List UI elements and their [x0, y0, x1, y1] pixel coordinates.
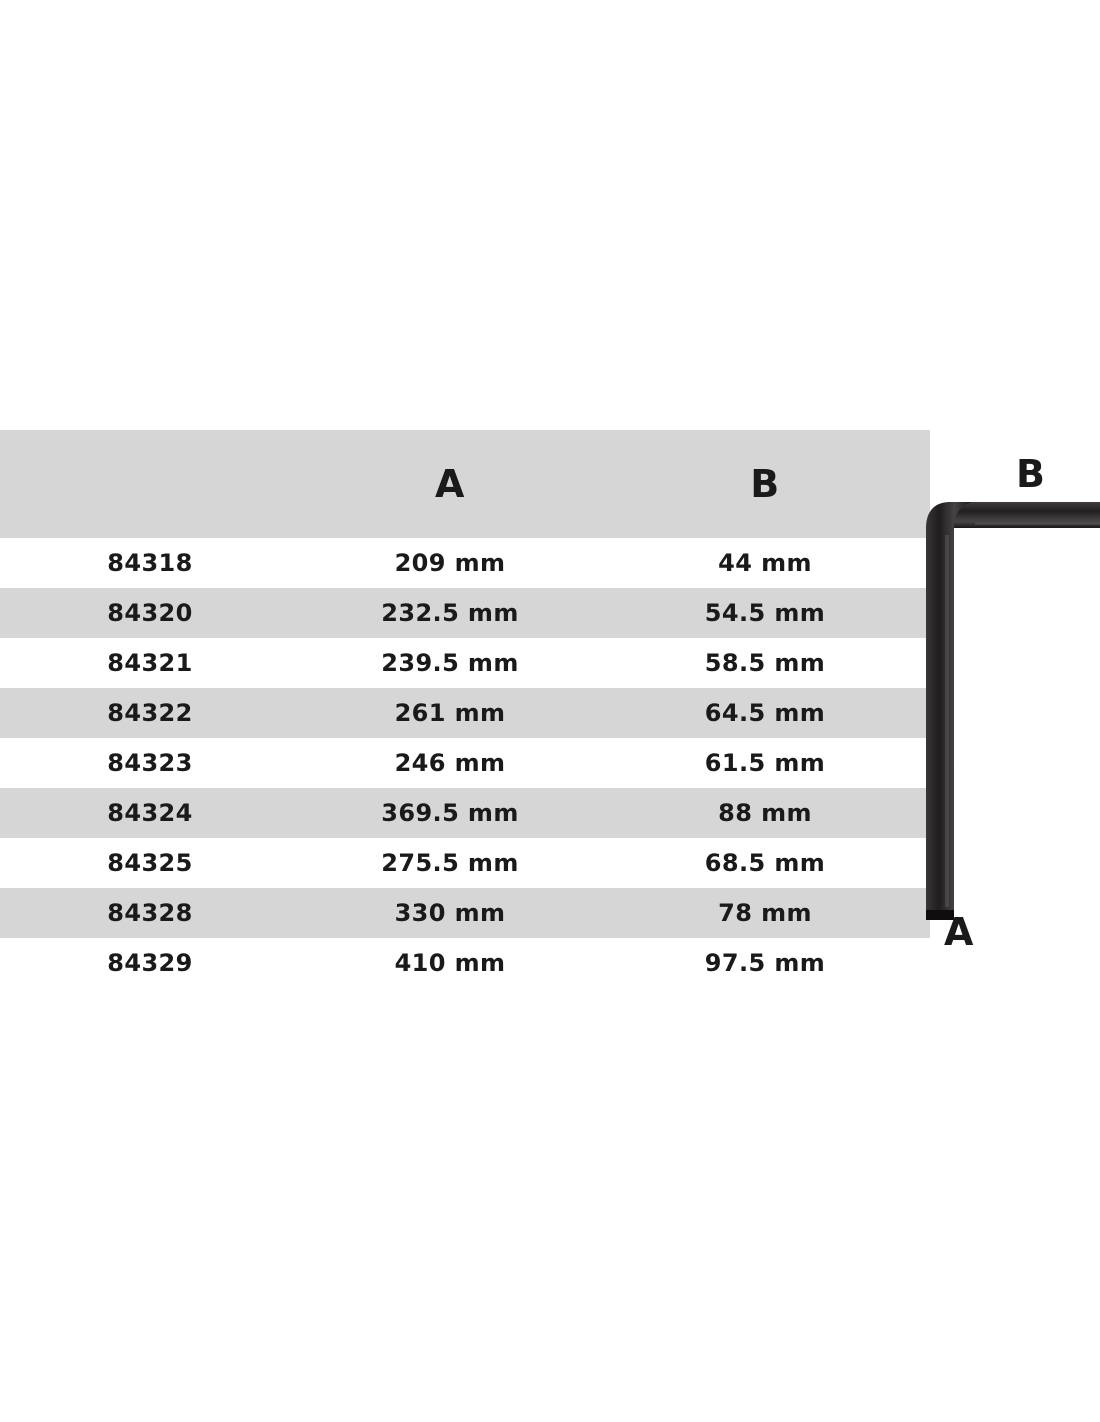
cell-a: 275.5 mm [300, 838, 600, 888]
table-header-row [0, 430, 930, 538]
cell-b: 78 mm [600, 888, 930, 938]
cell-a: 246 mm [300, 738, 600, 788]
cell-a: 232.5 mm [300, 588, 600, 638]
hex-key-icon [920, 440, 1100, 980]
cell-a: 410 mm [300, 938, 600, 988]
cell-b: 88 mm [600, 788, 930, 838]
cell-code: 84321 [0, 638, 300, 688]
cell-a: 209 mm [300, 538, 600, 588]
cell-code: 84322 [0, 688, 300, 738]
cell-b: 97.5 mm [600, 938, 930, 988]
table [0, 430, 930, 988]
cell-a: 239.5 mm [300, 638, 600, 688]
column-header-a: A [300, 430, 600, 538]
label-a: A [944, 910, 974, 954]
table-row [0, 738, 930, 788]
cell-b: 58.5 mm [600, 638, 930, 688]
cell-code: 84325 [0, 838, 300, 888]
cell-b: 54.5 mm [600, 588, 930, 638]
cell-code: 84318 [0, 538, 300, 588]
cell-code: 84320 [0, 588, 300, 638]
table-row [0, 638, 930, 688]
table-header [0, 430, 930, 538]
cell-a: 369.5 mm [300, 788, 600, 838]
cell-code: 84328 [0, 888, 300, 938]
specification-table [0, 430, 930, 988]
cell-code: 84324 [0, 788, 300, 838]
table-row [0, 888, 930, 938]
label-b: B [1016, 452, 1045, 496]
cell-code: 84323 [0, 738, 300, 788]
table-row [0, 538, 930, 588]
column-header-b: B [600, 430, 930, 538]
table-row [0, 938, 930, 988]
table-row [0, 838, 930, 888]
cell-code: 84329 [0, 938, 300, 988]
cell-a: 330 mm [300, 888, 600, 938]
column-header-code [0, 430, 300, 538]
table-body [0, 538, 930, 988]
cell-b: 61.5 mm [600, 738, 930, 788]
hex-key-illustration [920, 440, 1100, 980]
cell-b: 68.5 mm [600, 838, 930, 888]
table-row [0, 688, 930, 738]
table-row [0, 588, 930, 638]
cell-a: 261 mm [300, 688, 600, 738]
table-row [0, 788, 930, 838]
cell-b: 64.5 mm [600, 688, 930, 738]
cell-b: 44 mm [600, 538, 930, 588]
